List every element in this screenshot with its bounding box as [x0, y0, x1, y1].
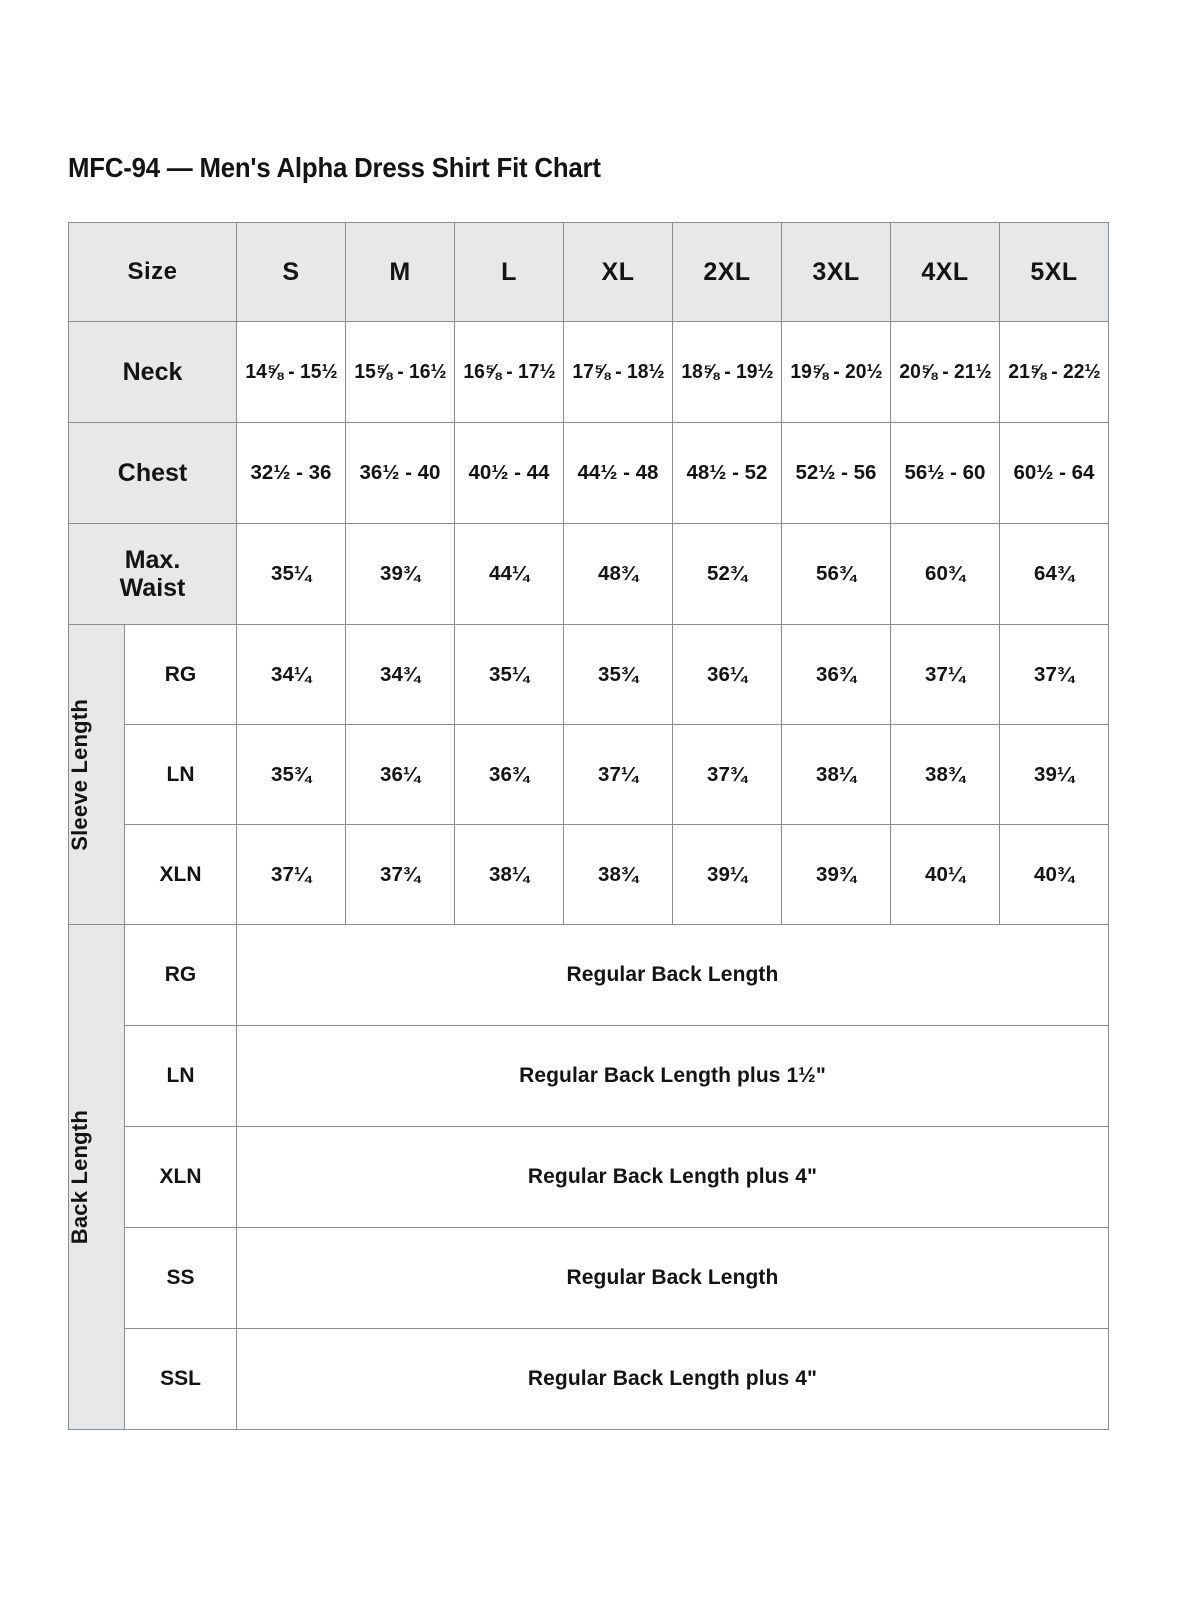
max-waist-5xl: 64¾ — [1000, 524, 1109, 625]
sleeve-ln-l: 36¾ — [455, 725, 564, 825]
page-title: MFC-94 — Men's Alpha Dress Shirt Fit Chart — [68, 152, 601, 183]
sleeve-xln-s: 37¼ — [237, 825, 346, 925]
header-size-label: Size — [69, 223, 237, 322]
sleeve-rg-5xl: 37¾ — [1000, 625, 1109, 725]
max-waist-3xl: 56¾ — [782, 524, 891, 625]
chest-m: 36½ - 40 — [346, 423, 455, 524]
sleeve-ln-xl: 37¼ — [564, 725, 673, 825]
max-waist-4xl: 60¾ — [891, 524, 1000, 625]
table-row-max-waist — [69, 524, 1109, 625]
table-row-back-xln — [69, 1127, 1109, 1228]
back-desc-ln: Regular Back Length plus 1½" — [237, 1026, 1109, 1127]
sleeve-xln-5xl: 40¾ — [1000, 825, 1109, 925]
chest-l: 40½ - 44 — [455, 423, 564, 524]
sleeve-ln-3xl: 38¼ — [782, 725, 891, 825]
table-row-back-rg — [69, 925, 1109, 1026]
fit-chart-table — [68, 222, 1109, 1430]
back-code-rg: RG — [125, 925, 237, 1026]
chest-2xl: 48½ - 52 — [673, 423, 782, 524]
back-desc-rg: Regular Back Length — [237, 925, 1109, 1026]
group-label-back-length-text: Back Length — [67, 1109, 92, 1245]
header-size-3xl: 3XL — [782, 223, 891, 322]
sleeve-ln-m: 36¼ — [346, 725, 455, 825]
sleeve-code-ln: LN — [125, 725, 237, 825]
header-size-m: M — [346, 223, 455, 322]
sleeve-ln-5xl: 39¼ — [1000, 725, 1109, 825]
back-desc-ssl: Regular Back Length plus 4" — [237, 1329, 1109, 1430]
header-size-s: S — [237, 223, 346, 322]
back-desc-xln: Regular Back Length plus 4" — [237, 1127, 1109, 1228]
sleeve-ln-s: 35¾ — [237, 725, 346, 825]
chest-xl: 44½ - 48 — [564, 423, 673, 524]
header-size-l: L — [455, 223, 564, 322]
sleeve-xln-xl: 38¾ — [564, 825, 673, 925]
max-waist-l: 44¼ — [455, 524, 564, 625]
sleeve-xln-2xl: 39¼ — [673, 825, 782, 925]
chest-5xl: 60½ - 64 — [1000, 423, 1109, 524]
neck-xl: 17⅝ - 18½ — [567, 322, 669, 423]
chest-s: 32½ - 36 — [237, 423, 346, 524]
max-waist-m: 39¾ — [346, 524, 455, 625]
sleeve-xln-l: 38¼ — [455, 825, 564, 925]
neck-4xl: 20⅝ - 21½ — [894, 322, 996, 423]
header-size-4xl: 4XL — [891, 223, 1000, 322]
sleeve-rg-4xl: 37¼ — [891, 625, 1000, 725]
sleeve-rg-3xl: 36¾ — [782, 625, 891, 725]
header-size-2xl: 2XL — [673, 223, 782, 322]
back-desc-ss: Regular Back Length — [237, 1228, 1109, 1329]
sleeve-xln-m: 37¾ — [346, 825, 455, 925]
row-label-neck: Neck — [69, 322, 237, 423]
max-waist-xl: 48¾ — [564, 524, 673, 625]
back-code-xln: XLN — [125, 1127, 237, 1228]
header-size-xl: XL — [564, 223, 673, 322]
group-label-back-length — [69, 925, 125, 1430]
sleeve-rg-s: 34¼ — [237, 625, 346, 725]
table-row-back-ln — [69, 1026, 1109, 1127]
group-label-sleeve-length-text: Sleeve Length — [67, 698, 92, 851]
sleeve-rg-m: 34¾ — [346, 625, 455, 725]
sleeve-ln-4xl: 38¾ — [891, 725, 1000, 825]
table-row-neck — [69, 322, 1109, 423]
header-size-5xl: 5XL — [1000, 223, 1109, 322]
back-code-ss: SS — [125, 1228, 237, 1329]
neck-3xl: 19⅝ - 20½ — [785, 322, 887, 423]
table-row-chest — [69, 423, 1109, 524]
neck-5xl: 21⅝ - 22½ — [1003, 322, 1105, 423]
sleeve-code-xln: XLN — [125, 825, 237, 925]
max-waist-2xl: 52¾ — [673, 524, 782, 625]
chest-4xl: 56½ - 60 — [891, 423, 1000, 524]
table-row-back-ssl — [69, 1329, 1109, 1430]
max-waist-s: 35¼ — [237, 524, 346, 625]
neck-l: 16⅝ - 17½ — [458, 322, 560, 423]
row-label-max-waist — [69, 524, 237, 625]
sleeve-xln-4xl: 40¼ — [891, 825, 1000, 925]
table-row-back-ss — [69, 1228, 1109, 1329]
sleeve-xln-3xl: 39¾ — [782, 825, 891, 925]
table-header-row — [69, 223, 1109, 322]
table-row-sleeve-ln — [69, 725, 1109, 825]
table-row-sleeve-rg — [69, 625, 1109, 725]
sleeve-rg-xl: 35¾ — [564, 625, 673, 725]
neck-2xl: 18⅝ - 19½ — [676, 322, 778, 423]
row-label-chest: Chest — [69, 423, 237, 524]
neck-s: 14⅝ - 15½ — [240, 322, 342, 423]
row-label-max-waist-line2: Waist — [119, 574, 186, 602]
back-code-ssl: SSL — [125, 1329, 237, 1430]
neck-m: 15⅝ - 16½ — [349, 322, 451, 423]
row-label-max-waist-line1: Max. — [124, 546, 181, 574]
group-label-sleeve-length — [69, 625, 125, 925]
back-code-ln: LN — [125, 1026, 237, 1127]
sleeve-code-rg: RG — [125, 625, 237, 725]
sleeve-rg-l: 35¼ — [455, 625, 564, 725]
table-row-sleeve-xln — [69, 825, 1109, 925]
chest-3xl: 52½ - 56 — [782, 423, 891, 524]
sleeve-rg-2xl: 36¼ — [673, 625, 782, 725]
sleeve-ln-2xl: 37¾ — [673, 725, 782, 825]
